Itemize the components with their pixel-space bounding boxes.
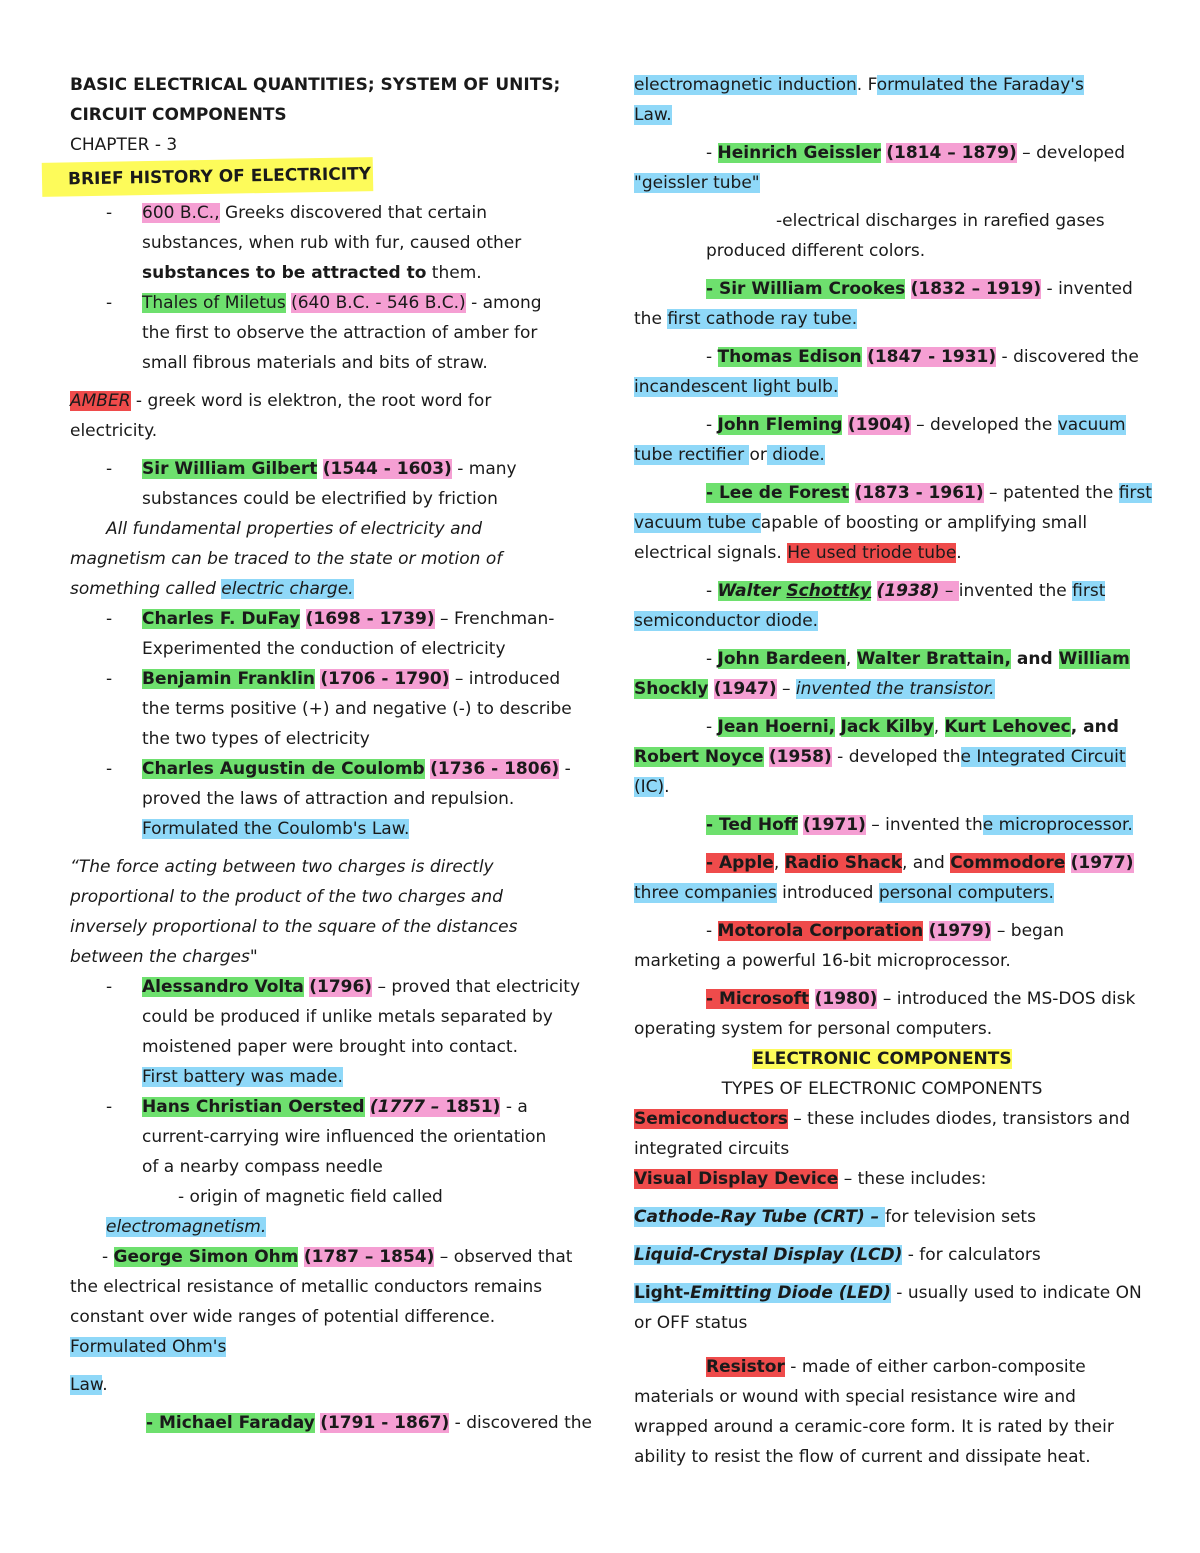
fundamental-statement: All fundamental properties of electricity and — [106, 519, 483, 539]
list-item-gilbert: - Sir William Gilbert (1544 - 1603) - many substances could be electrified by friction — [106, 459, 517, 509]
entry-edison: - Thomas Edison (1847 - 1931) - discovered the incandescent light bulb. — [634, 347, 1139, 397]
entry-microsoft: - Microsoft (1980) – introduced the MS-DOS disk operating system for personal computers. — [634, 989, 1136, 1039]
components-heading: ELECTRONIC COMPONENTS — [752, 1049, 1012, 1069]
ohm-cont: the electrical resistance of metallic conductors remains constant over wide ranges of potential difference. Formulated Ohm's Law. — [70, 1277, 543, 1395]
list-item-greeks: - 600 B.C., Greeks discovered that certain substances, when rub with fur, caused other substances to be attracted to them. — [106, 203, 522, 283]
list-item-franklin: - Benjamin Franklin (1706 - 1790) – introduced the terms positive (+) and negative (-) to describe the two types of electricity — [106, 669, 572, 749]
entry-hoerni: - Jean Hoerni, Jack Kilby, Kurt Lehovec, and Robert Noyce (1958) - developed the Integrated Circuit (IC). — [634, 717, 1126, 797]
list-item-oersted: - Hans Christian Oersted (1777 – 1851) - a current-carrying wire influenced the orientation of a nearby compass needle - origin of magnetic field called — [106, 1097, 547, 1207]
components-subheading: TYPES OF ELECTRONIC COMPONENTS — [721, 1079, 1043, 1099]
entry-visual-display: Visual Display Device – these includes: — [634, 1169, 987, 1189]
entry-apple: - Apple, Radio Shack, and Commodore (1977) three companies introduced personal computers. — [634, 853, 1134, 903]
entry-hoff: - Ted Hoff (1971) – invented the microprocessor. — [706, 815, 1133, 835]
doc-title-line1: BASIC ELECTRICAL QUANTITIES; SYSTEM OF UNITS; — [70, 75, 561, 95]
entry-bardeen: - John Bardeen, Walter Brattain, and William Shockly (1947) – invented the transistor. — [634, 649, 1130, 699]
list-item-ohm: - George Simon Ohm (1787 – 1854) – observed that — [102, 1247, 573, 1267]
oersted-term: electromagnetism. — [106, 1217, 267, 1237]
list-item-coulomb: - Charles Augustin de Coulomb (1736 - 1806) - proved the laws of attraction and repulsion. Formulated the Coulomb's Law. — [106, 759, 571, 839]
entry-crt: Cathode-Ray Tube (CRT) – for television sets — [634, 1207, 1036, 1227]
list-item-volta: - Alessandro Volta (1796) – proved that electricity could be produced if unlike metals separated by moistened paper were brought into contact. First battery was made. — [106, 977, 581, 1087]
entry-geissler: - Heinrich Geissler (1814 – 1879) – developed "geissler tube" -electrical discharges in rarefied gases produced different colors. — [634, 143, 1126, 261]
faraday-cont: electromagnetic induction. Formulated the Faraday's Law. — [634, 75, 1084, 125]
fundamental-statement-cont: magnetism can be traced to the state or motion of something called electric charge. — [70, 549, 503, 599]
entry-crookes: - Sir William Crookes (1832 – 1919) - invented the first cathode ray tube. — [634, 279, 1133, 329]
doc-title-line2: CIRCUIT COMPONENTS — [70, 105, 287, 125]
left-column — [67, 70, 593, 1438]
right-column — [634, 70, 1152, 1472]
entry-fleming: - John Fleming (1904) – developed the vacuum tube rectifier or diode. — [634, 415, 1126, 465]
entry-deforest: - Lee de Forest (1873 - 1961) – patented the first vacuum tube capable of boosting or amplifying small electrical signals. He used triode tube. — [634, 483, 1152, 563]
coulomb-law-quote: “The force acting between two charges is directly proportional to the product of the two charges and inversely proportional to the square of the distances between the charges" — [70, 857, 518, 967]
list-item-thales: - Thales of Miletus (640 B.C. - 546 B.C.) - among the first to observe the attraction of amber for small fibrous materials and bits of straw. — [106, 293, 542, 373]
entry-led: Light-Emitting Diode (LED) - usually used to indicate ON or OFF status — [634, 1283, 1142, 1333]
section-heading: BRIEF HISTORY OF ELECTRICITY — [70, 160, 566, 190]
amber-definition: AMBER - greek word is elektron, the root word for electricity. — [70, 391, 492, 441]
entry-schottky: - Walter Schottky (1938) – invented the first semiconductor diode. — [634, 581, 1106, 631]
entry-lcd: Liquid-Crystal Display (LCD) - for calculators — [634, 1245, 1041, 1265]
entry-resistor: Resistor - made of either carbon-composite materials or wound with special resistance wire and wrapped around a ceramic-core form. It is rated by their ability to resist the flow of current and dissipate heat. — [634, 1357, 1114, 1467]
chapter-label: CHAPTER - 3 — [70, 135, 178, 155]
entry-semiconductors: Semiconductors – these includes diodes, transistors and integrated circuits — [634, 1109, 1131, 1159]
entry-motorola: - Motorola Corporation (1979) – began marketing a powerful 16-bit microprocessor. — [634, 921, 1065, 971]
list-item-faraday: - Michael Faraday (1791 - 1867) - discovered the — [146, 1413, 593, 1433]
list-item-dufay: - Charles F. DuFay (1698 - 1739) – Frenchman- Experimented the conduction of electricity — [106, 609, 555, 659]
